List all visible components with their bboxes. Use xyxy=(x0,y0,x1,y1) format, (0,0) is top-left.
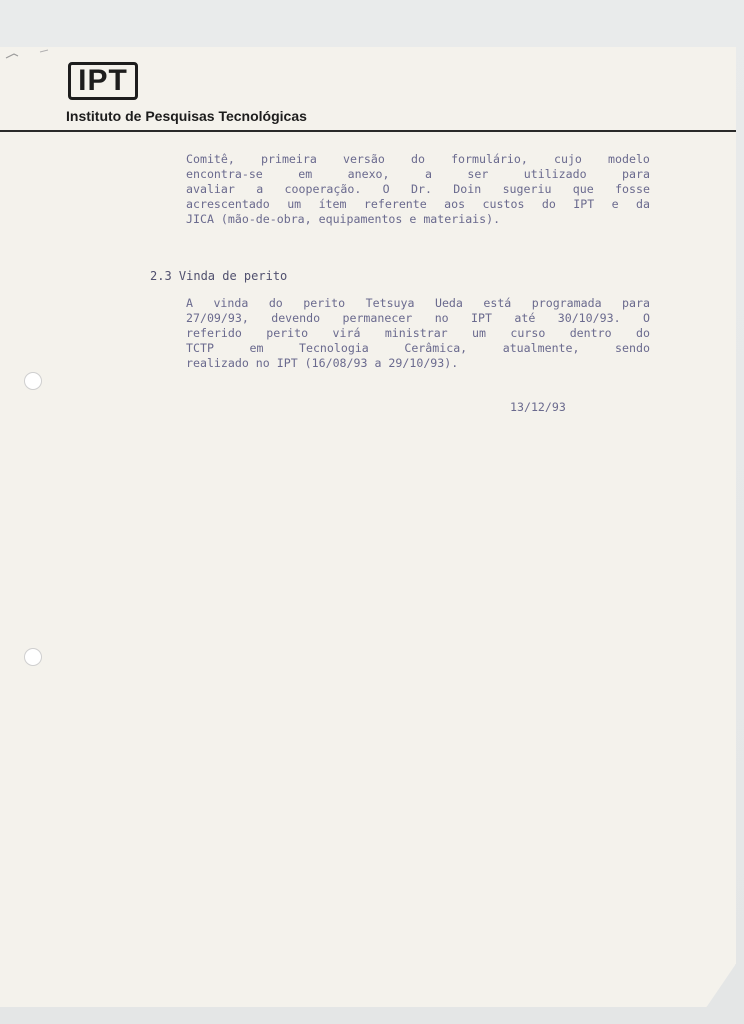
word: 30/10/93. xyxy=(557,311,621,325)
organization-name: Instituto de Pesquisas Tecnológicas xyxy=(66,108,307,124)
text-line xyxy=(186,311,650,326)
word: fosse xyxy=(615,182,650,196)
word: vinda xyxy=(213,296,249,310)
word: O xyxy=(642,311,650,325)
section-heading: 2.3 Vinda de perito xyxy=(150,269,288,283)
word: Tecnologia xyxy=(298,341,369,355)
staple-mark-icon xyxy=(4,48,52,60)
word: da xyxy=(636,197,650,211)
word: O xyxy=(382,182,390,196)
text-line xyxy=(186,296,650,311)
word: permanecer xyxy=(342,311,413,325)
word: sendo xyxy=(615,341,650,355)
word: ítem xyxy=(318,197,347,211)
word: versão xyxy=(342,152,385,166)
word: um xyxy=(287,197,302,211)
word: programada xyxy=(531,296,602,310)
word: e xyxy=(611,197,619,211)
word: do xyxy=(635,326,650,340)
word: Doin xyxy=(453,182,482,196)
word: perito xyxy=(303,296,346,310)
punch-hole-bottom xyxy=(24,648,42,666)
word: encontra-se xyxy=(186,167,263,181)
word: referente xyxy=(363,197,427,211)
word: em xyxy=(249,341,264,355)
word: do xyxy=(268,296,283,310)
text-line xyxy=(186,197,650,212)
word: ministrar xyxy=(384,326,448,340)
word: ser xyxy=(467,167,489,181)
word: aos xyxy=(444,197,466,211)
header-divider xyxy=(0,130,736,132)
text-line xyxy=(186,167,650,182)
word: um xyxy=(472,326,487,340)
word: está xyxy=(483,296,512,310)
text-line xyxy=(186,341,650,356)
word: referido xyxy=(186,326,242,340)
document-date: 13/12/93 xyxy=(510,400,566,414)
word: cooperação. xyxy=(284,182,362,196)
word: custos xyxy=(482,197,525,211)
punch-hole-top xyxy=(24,372,42,390)
word: em xyxy=(298,167,313,181)
paragraph-comite xyxy=(186,152,650,227)
paragraph-vinda-de-perito xyxy=(186,296,650,371)
word: cujo xyxy=(553,152,582,166)
word: A xyxy=(186,296,193,310)
word: formulário, xyxy=(451,152,528,166)
word: avaliar xyxy=(186,182,235,196)
word: a xyxy=(424,167,432,181)
word: devendo xyxy=(271,311,321,325)
word: para xyxy=(622,167,650,181)
word: Tetsuya xyxy=(365,296,415,310)
word: dentro xyxy=(569,326,612,340)
word: JICA (mão-de-obra, equipamentos e materiais). xyxy=(186,212,501,226)
word: IPT xyxy=(573,197,595,211)
text-line xyxy=(186,152,650,167)
word: anexo, xyxy=(347,167,390,181)
text-line xyxy=(186,326,650,341)
word: IPT xyxy=(471,311,492,325)
word: primeira xyxy=(261,152,317,166)
word: utilizado xyxy=(523,167,587,181)
word: Ueda xyxy=(434,296,463,310)
ipt-logo: IPT xyxy=(68,62,138,100)
word: sugeriu xyxy=(502,182,552,196)
word: Comitê, xyxy=(186,152,235,166)
word: Dr. xyxy=(411,182,432,196)
word: realizado no IPT (16/08/93 a 29/10/93). xyxy=(186,356,459,370)
word: virá xyxy=(332,326,361,340)
text-line xyxy=(186,356,650,371)
word: curso xyxy=(510,326,546,340)
text-line xyxy=(186,212,650,227)
word: TCTP xyxy=(186,341,214,355)
text-line xyxy=(186,182,650,197)
word: Cerâmica, xyxy=(404,341,468,355)
word: 27/09/93, xyxy=(186,311,249,325)
word: a xyxy=(256,182,264,196)
word: no xyxy=(434,311,449,325)
word: do xyxy=(410,152,425,166)
word: modelo xyxy=(608,152,650,166)
word: para xyxy=(622,296,650,310)
word: atualmente, xyxy=(502,341,580,355)
word: acrescentado xyxy=(186,197,270,211)
word: perito xyxy=(266,326,309,340)
word: que xyxy=(572,182,594,196)
word: até xyxy=(514,311,536,325)
word: do xyxy=(541,197,556,211)
